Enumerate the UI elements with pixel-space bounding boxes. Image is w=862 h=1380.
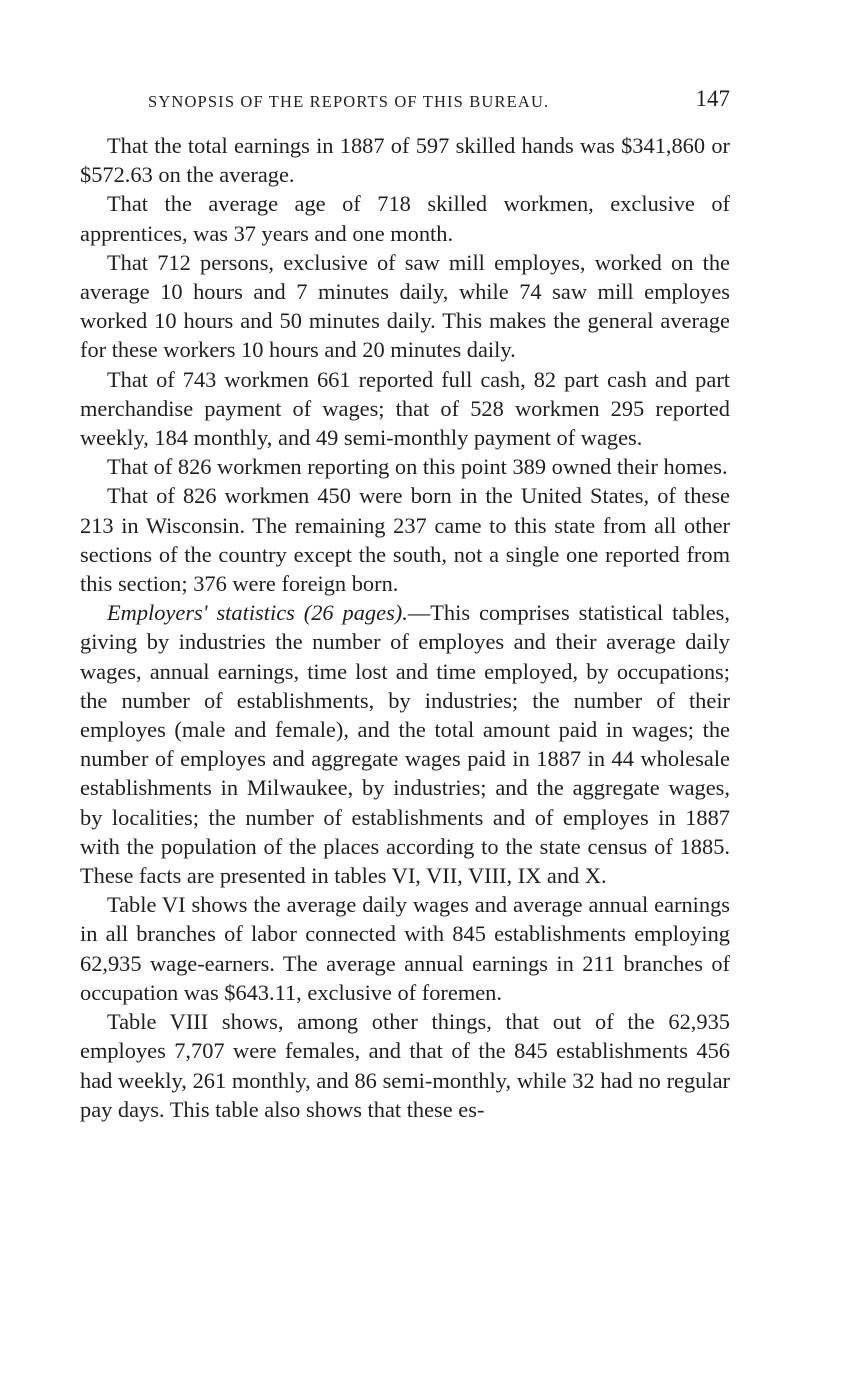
page-number: 147 — [695, 86, 730, 111]
page-header — [80, 86, 730, 120]
paragraph-wage-payment: That of 743 workmen 661 reported full cash, 82 part cash and part merchandise payment of wages; that of 528 workmen 295 reported weekly, 184 monthly, and 49 semi-monthly payment of wages. — [80, 366, 730, 451]
running-head: SYNOPSIS OF THE REPORTS OF THIS BUREAU. — [148, 92, 550, 111]
paragraph-average-age: That the average age of 718 skilled workmen, exclusive of apprentices, was 37 years and one month. — [80, 191, 730, 246]
paragraph-employers-statistics — [80, 598, 730, 890]
paragraph-homes-owned: That of 826 workmen reporting on this point 389 owned their homes. — [107, 454, 728, 480]
paragraph-earnings: That the total earnings in 1887 of 597 skilled hands was $341,860 or $572.63 on the average. — [80, 133, 730, 188]
paragraph-table-viii: Table VIII shows, among other things, that out of the 62,935 employes 7,707 were females, and that of the 845 establishments 456 had weekly, 261 monthly, and 86 semi-monthly, while 32 had no regular pay days. This table also shows that these es- — [80, 1009, 730, 1122]
paragraph-employers-statistics-text: —This comprises statistical tables, giving by industries the number of employes and their average daily wages, annual earnings, time lost and time employed, by occupations; the number of establishments, by industries; the number of their employes (male and female), and the total amount paid in wages; the number of employes and aggregate wages paid in 1887 in 44 wholesale establishments in Milwaukee, by industries; and the aggregate wages, by localities; the number of establishments and of employes in 1887 with the population of the places according to the state census of 1885. These facts are presented in tables VI, VII, VIII, IX and X. — [80, 600, 730, 889]
paragraph-hours-worked: That 712 persons, exclusive of saw mill employes, worked on the average 10 hours and 7 minutes daily, while 74 saw mill employes worked 10 hours and 50 minutes daily. This makes the general average for these workers 10 hours and 20 minutes daily. — [80, 249, 730, 363]
section-heading-employers-statistics: Employers' statistics (26 pages). — [107, 600, 408, 626]
paragraph-table-vi: Table VI shows the average daily wages and average annual earnings in all branches of labor connected with 845 establishments employing 62,935 wage-earners. The average annual earnings in 211 branches of occupation was $643.11, exclusive of foremen. — [80, 892, 730, 1005]
body-text — [80, 131, 730, 1124]
paragraph-birthplace: That of 826 workmen 450 were born in the United States, of these 213 in Wisconsin. The remaining 237 came to this state from all other sections of the country except the south, not a single one reported from this section; 376 were foreign born. — [80, 483, 730, 597]
